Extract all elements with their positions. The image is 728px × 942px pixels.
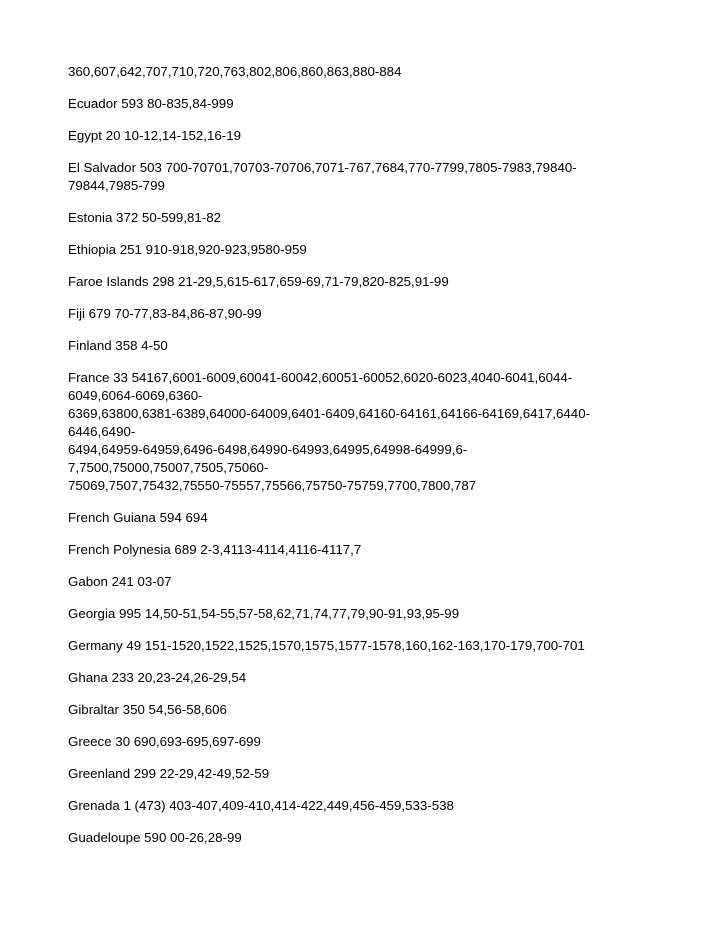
entry-text-line: Georgia 995 14,50-51,54-55,57-58,62,71,74,77,79,90-91,93,95-99: [68, 606, 460, 621]
entry-text-line: Faroe Islands 298 21-29,5,615-617,659-69,71-79,820-825,91-99: [68, 274, 449, 289]
entry-text-line: El Salvador 503 700-70701,70703-70706,7071-767,7684,770-7799,7805-7983,79840-: [68, 160, 577, 175]
entry-text-line: France 33 54167,6001-6009,60041-60042,60051-60052,6020-6023,4040-6041,6044-: [68, 370, 573, 385]
document-entry: [68, 733, 648, 751]
entry-text-line: 360,607,642,707,710,720,763,802,806,860,863,880-884: [68, 64, 402, 79]
document-entry: [68, 305, 648, 323]
entry-text-line: Greece 30 690,693-695,697-699: [68, 734, 261, 749]
document-entry: [68, 765, 648, 783]
entry-text-line: French Guiana 594 694: [68, 510, 208, 525]
entry-text-line: Egypt 20 10-12,14-152,16-19: [68, 128, 241, 143]
document-entry: [68, 369, 648, 495]
entry-text-line: 75069,7507,75432,75550-75557,75566,75750-75759,7700,7800,787: [68, 478, 477, 493]
document-entry: [68, 159, 648, 195]
document-entry: [68, 829, 648, 847]
document-entry: [68, 701, 648, 719]
entry-text-line: Estonia 372 50-599,81-82: [68, 210, 222, 225]
entry-text-line: Guadeloupe 590 00-26,28-99: [68, 830, 242, 845]
document-entry: [68, 63, 648, 81]
document-body: [68, 63, 648, 861]
entry-text-line: 7,7500,75000,75007,7505,75060-: [68, 460, 269, 475]
entry-text-line: Ethiopia 251 910-918,920-923,9580-959: [68, 242, 307, 257]
entry-text-line: 6049,6064-6069,6360-: [68, 388, 203, 403]
entry-text-line: Greenland 299 22-29,42-49,52-59: [68, 766, 270, 781]
document-entry: [68, 541, 648, 559]
document-entry: [68, 637, 648, 655]
document-entry: [68, 273, 648, 291]
entry-text-line: Grenada 1 (473) 403-407,409-410,414-422,449,456-459,533-538: [68, 798, 454, 813]
document-entry: [68, 669, 648, 687]
document-entry: [68, 509, 648, 527]
document-entry: [68, 573, 648, 591]
document-entry: [68, 241, 648, 259]
entry-text-line: Ecuador 593 80-835,84-999: [68, 96, 234, 111]
entry-text-line: Gabon 241 03-07: [68, 574, 172, 589]
document-entry: [68, 797, 648, 815]
entry-text-line: 6446,6490-: [68, 424, 136, 439]
entry-text-line: Ghana 233 20,23-24,26-29,54: [68, 670, 247, 685]
entry-text-line: French Polynesia 689 2-3,4113-4114,4116-4117,7: [68, 542, 362, 557]
document-entry: [68, 127, 648, 145]
entry-text-line: Finland 358 4-50: [68, 338, 168, 353]
entry-text-line: Gibraltar 350 54,56-58,606: [68, 702, 227, 717]
entry-text-line: Fiji 679 70-77,83-84,86-87,90-99: [68, 306, 262, 321]
entry-text-line: 6369,63800,6381-6389,64000-64009,6401-6409,64160-64161,64166-64169,6417,6440-: [68, 406, 591, 421]
entry-text-line: 79844,7985-799: [68, 178, 165, 193]
document-entry: [68, 209, 648, 227]
entry-text-line: Germany 49 151-1520,1522,1525,1570,1575,1577-1578,160,162-163,170-179,700-701: [68, 638, 585, 653]
document-entry: [68, 605, 648, 623]
document-entry: [68, 95, 648, 113]
entry-text-line: 6494,64959-64959,6496-6498,64990-64993,64995,64998-64999,6-: [68, 442, 468, 457]
document-entry: [68, 337, 648, 355]
